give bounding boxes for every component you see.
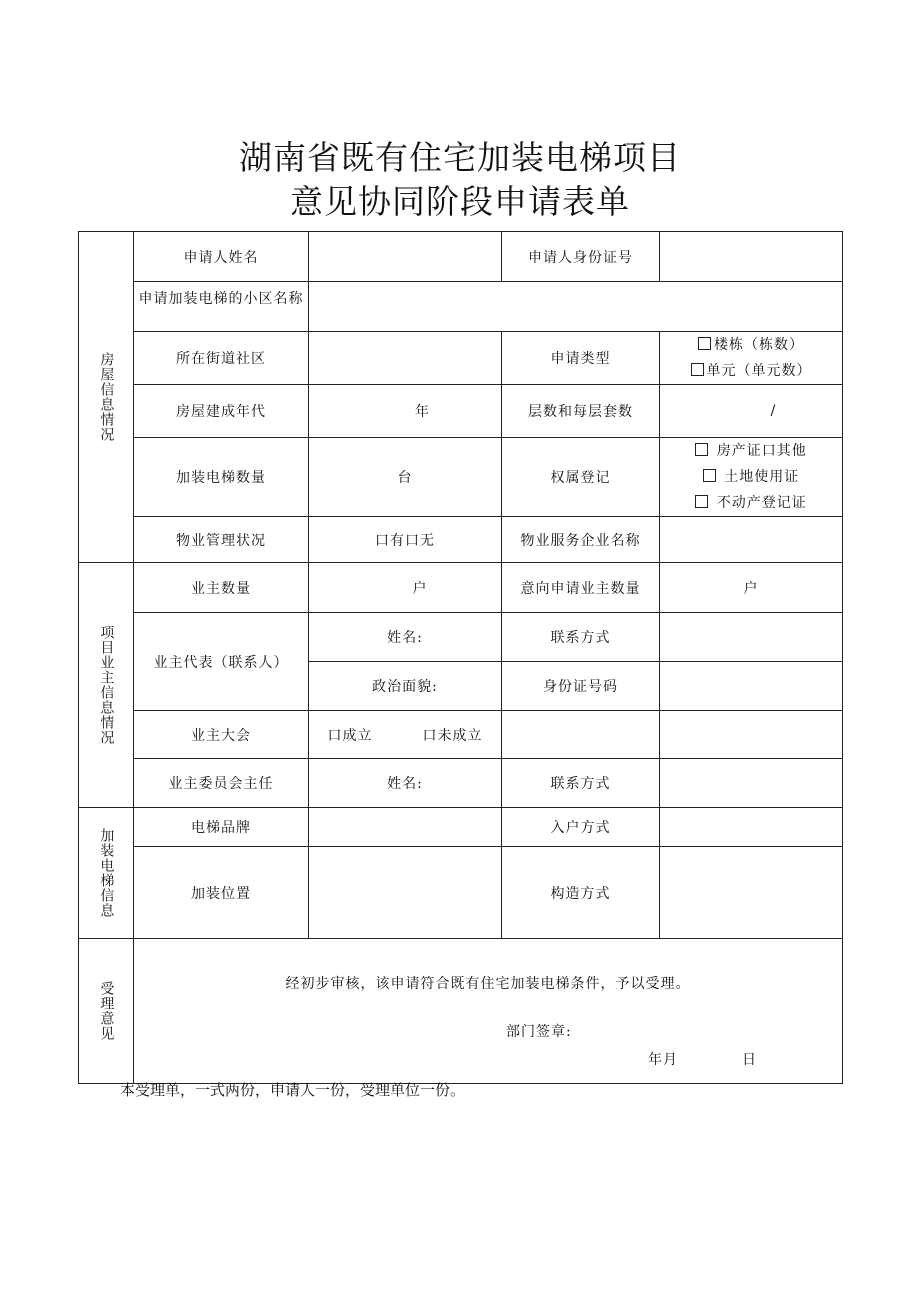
section-owner-info: 项目业主信息情况 [79, 563, 134, 808]
label-install-position: 加装位置 [134, 847, 309, 939]
label-structure-mode: 构造方式 [502, 847, 660, 939]
checkbox-realestate-cert[interactable] [695, 495, 708, 508]
label-elevator-brand: 电梯品牌 [134, 808, 309, 847]
option-assembly-not-established[interactable]: 口未成立 [422, 727, 483, 744]
label-property-mgmt: 物业管理状况 [134, 517, 309, 563]
input-floors[interactable]: / [660, 385, 843, 438]
label-chair-contact: 联系方式 [502, 759, 660, 808]
section-review: 受理意见 [79, 939, 134, 1084]
label-entry-mode: 入户方式 [502, 808, 660, 847]
assembly-blank-1 [502, 711, 660, 759]
input-chair-name[interactable]: 姓名: [309, 759, 502, 808]
label-applicant-name: 申请人姓名 [134, 232, 309, 282]
input-property-company[interactable] [660, 517, 843, 563]
input-community-name[interactable] [309, 282, 843, 332]
label-ownership: 权属登记 [502, 438, 660, 517]
review-text: 经初步审核，该申请符合既有住宅加装电梯条件，予以受理。 [285, 976, 691, 992]
label-elevator-count: 加装电梯数量 [134, 438, 309, 517]
label-owners-assembly: 业主大会 [134, 711, 309, 759]
input-build-year[interactable]: 年 [309, 385, 502, 438]
label-applicant-id: 申请人身份证号 [502, 232, 660, 282]
option-unit[interactable]: 单元（单元数） [660, 358, 842, 384]
input-chair-contact[interactable] [660, 759, 843, 808]
review-content [134, 939, 843, 1084]
input-elevator-count[interactable]: 台 [309, 438, 502, 517]
review-date: 年月 日 [648, 1052, 757, 1068]
input-rep-name[interactable]: 姓名: [309, 613, 502, 662]
option-land-cert[interactable]: 土地使用证 [660, 464, 842, 490]
label-community-name: 申请加装电梯的小区名称 [134, 282, 309, 332]
checkbox-unit[interactable] [691, 363, 704, 376]
assembly-blank-2 [660, 711, 843, 759]
input-intent-owner-count[interactable]: 户 [660, 563, 843, 613]
label-owner-count: 业主数量 [134, 563, 309, 613]
form-title-line2: 意见协同阶段申请表单 [290, 182, 630, 221]
option-building[interactable]: 楼栋（栋数） [660, 332, 842, 358]
option-realestate-cert[interactable]: 不动产登记证 [660, 490, 842, 516]
input-entry-mode[interactable] [660, 808, 843, 847]
footer-note: 本受理单，一式两份，申请人一份，受理单位一份。 [120, 1081, 466, 1099]
option-assembly-established[interactable]: 口成立 [327, 727, 373, 744]
input-owner-count[interactable]: 户 [309, 563, 502, 613]
checkbox-property-cert[interactable] [695, 443, 708, 456]
checkbox-building[interactable] [698, 337, 711, 350]
input-applicant-name[interactable] [309, 232, 502, 282]
label-rep-id: 身份证号码 [502, 662, 660, 711]
label-intent-owner-count: 意向申请业主数量 [502, 563, 660, 613]
assembly-status-options [309, 711, 502, 759]
input-applicant-id[interactable] [660, 232, 843, 282]
label-street: 所在街道社区 [134, 332, 309, 385]
section-elevator-info: 加装电梯信息 [79, 808, 134, 939]
apply-type-options [660, 332, 843, 385]
input-rep-contact[interactable] [660, 613, 843, 662]
input-rep-id[interactable] [660, 662, 843, 711]
dept-stamp-label: 部门签章: [506, 1024, 572, 1040]
ownership-options [660, 438, 843, 517]
application-form-table [78, 231, 843, 1084]
input-structure-mode[interactable] [660, 847, 843, 939]
label-apply-type: 申请类型 [502, 332, 660, 385]
label-build-year: 房屋建成年代 [134, 385, 309, 438]
section-house-info: 房屋信息情况 [79, 232, 134, 563]
input-street[interactable] [309, 332, 502, 385]
input-install-position[interactable] [309, 847, 502, 939]
checkbox-land-cert[interactable] [703, 469, 716, 482]
label-committee-chair: 业主委员会主任 [134, 759, 309, 808]
label-owner-rep: 业主代表（联系人） [134, 613, 309, 711]
input-rep-political[interactable]: 政治面貌: [309, 662, 502, 711]
input-elevator-brand[interactable] [309, 808, 502, 847]
form-title-line1: 湖南省既有住宅加装电梯项目 [239, 138, 681, 177]
input-property-mgmt[interactable]: 口有口无 [309, 517, 502, 563]
option-property-cert[interactable]: 房产证口其他 [660, 438, 842, 464]
label-property-company: 物业服务企业名称 [502, 517, 660, 563]
label-rep-contact: 联系方式 [502, 613, 660, 662]
label-floors: 层数和每层套数 [502, 385, 660, 438]
